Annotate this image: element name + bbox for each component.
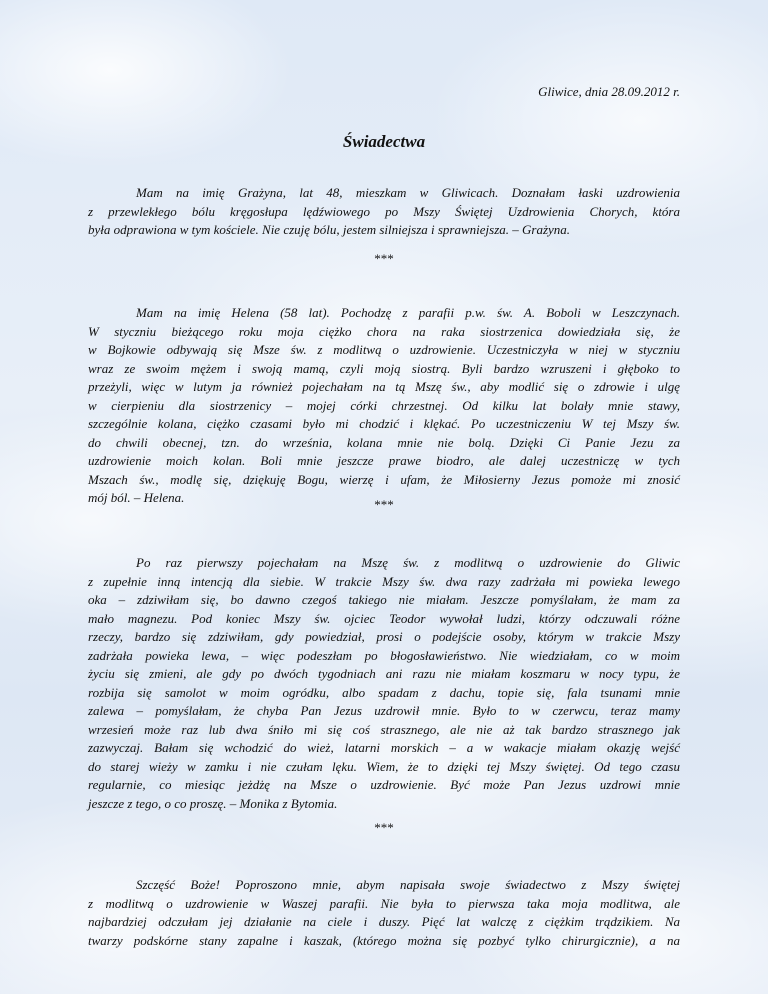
- text-line: w cierpieniu dla siostrzenicy – mojej córki chrzestnej. Od kilku lat bolały mnie stawy,: [88, 397, 680, 413]
- text-line: z zupełnie inną intencją dla siebie. W trakcie Mszy św. dwa razy zadrżała mi powieka lewego: [88, 573, 680, 589]
- text-line: do starej wieży w zamku i nie czułam lęku. Wiem, że to dzięki tej Mszy świętej. Od tego czasu: [88, 758, 680, 774]
- separator: ***: [374, 497, 394, 512]
- text-line: szczególnie kolana, ciężko czasami było mi chodzić i klękać. Po uczestniczeniu W tej Mszy św.: [88, 416, 680, 431]
- text-line: uzdrowienie moich kolan. Boli mnie jeszcze prawe biodro, ale dalej uczestniczę w tych: [88, 453, 680, 468]
- testimony-paragraph: [88, 184, 680, 240]
- text-line: zazwyczaj. Bałam się wchodzić do wież, latarni morskich – a w wakacje miałam okazję wejść: [88, 740, 680, 755]
- testimony-paragraph: [88, 876, 680, 950]
- text-line: rozbija się samolot w moim ogródku, albo spadam z dachu, topie się, fala tsunami mnie: [88, 684, 680, 700]
- text-line: Mam na imię Helena (58 lat). Pochodzę z parafii p.w. św. A. Boboli w Leszczynach.: [136, 305, 680, 320]
- text-line: z przewlekłego bólu kręgosłupa lędźwiowego po Mszy Świętej Uzdrowienia Chorych, która: [88, 203, 680, 219]
- text-line: Mszach św., modlę się, dziękuję Bogu, wierzę i ufam, że Miłosierny Jezus pomoże mi znosić: [88, 471, 680, 487]
- document-date: Gliwice, dnia 28.09.2012 r.: [538, 84, 680, 99]
- text-line: wrzesień może raz lub dwa śniło mi się coś strasznego, ale nie aż tak bardzo strasznego jak: [88, 721, 680, 737]
- separator: ***: [374, 251, 394, 266]
- text-line: najbardziej odczułam jej działanie na ciele i duszy. Pięć lat walczę z ciężkim trądzikiem. Na: [88, 914, 680, 929]
- separator: ***: [374, 820, 394, 835]
- text-line: W styczniu bieżącego roku moja ciężko chora na raka siostrzenica dowiedziała się, że: [88, 323, 680, 339]
- document-title: Świadectwa: [342, 132, 426, 151]
- text-line: rzeczy, bardzo się zdziwiłam, gdy powiedział, prosi o podejście osoby, którym w trakcie Mszy: [88, 629, 680, 644]
- text-line: zalewa – pomyślałam, że chyba Pan Jezus uzdrowił mnie. Było to w czerwcu, teraz mamy: [88, 703, 680, 718]
- text-line: Szczęść Boże! Poproszono mnie, abym napisała swoje świadectwo z Mszy świętej: [136, 877, 680, 892]
- text-line: Mam na imię Grażyna, lat 48, mieszkam w Gliwicach. Doznałam łaski uzdrowienia: [136, 185, 680, 200]
- testimony-paragraph: [88, 304, 680, 508]
- text-line: oka – zdziwiłam się, bo dawno czegoś takiego nie miałam. Jeszcze pomyślałam, że mam za: [88, 592, 680, 607]
- text-line: zadrżała powieka lewa, – więc podeszłam po błogosławieństwo. Nie wiedziałam, co w moim: [88, 647, 680, 663]
- text-line: jeszcze z tego, o co proszę. – Monika z Bytomia.: [88, 795, 338, 811]
- text-line: była odprawiona w tym kościele. Nie czuję bólu, jestem silniejsza i sprawniejsza. – Grażyna.: [88, 222, 571, 237]
- text-line: mój ból. – Helena.: [88, 490, 185, 505]
- text-line: przeżyli, więc w lutym ja również pojechałam na tą Mszę św., aby modlić się o zdrowie i ulgę: [88, 379, 680, 394]
- text-line: do chwili obecnej, tzn. do września, kolana mnie nie bolą. Dzięki Ci Panie Jezu za: [88, 434, 680, 450]
- text-line: twarzy podskórne stany zapalne i kaszak, (którego można się pozbyć tylko chirurgicznie), a na: [88, 932, 680, 948]
- text-line: regularnie, co miesiąc jeżdżę na Msze o uzdrowienie. Być może Pan Jezus uzdrowi mnie: [88, 777, 680, 792]
- text-line: życiu się zmieni, ale gdy po dwóch tygodniach ani razu nie miałam koszmaru w nocy typu, że: [88, 666, 680, 681]
- testimony-paragraph: [88, 554, 680, 813]
- text-line: wraz ze swoim mężem i swoją mamą, czyli moją siostrą. Byli bardzo wzruszeni i głęboko to: [88, 360, 680, 376]
- text-line: z modlitwą o uzdrowienie w Waszej parafii. Nie była to pierwsza taka moja modlitwa, ale: [88, 895, 680, 911]
- text-line: Po raz pierwszy pojechałam na Mszę św. z modlitwą o uzdrowienie do Gliwic: [136, 555, 680, 570]
- text-line: mało magnezu. Pod koniec Mszy św. ojciec Teodor wywołał ludzi, którzy odczuwali różne: [88, 610, 680, 626]
- text-line: w Bojkowie odbywają się Msze św. z modlitwą o uzdrowienie. Uczestniczyła w niej w styczniu: [88, 342, 680, 357]
